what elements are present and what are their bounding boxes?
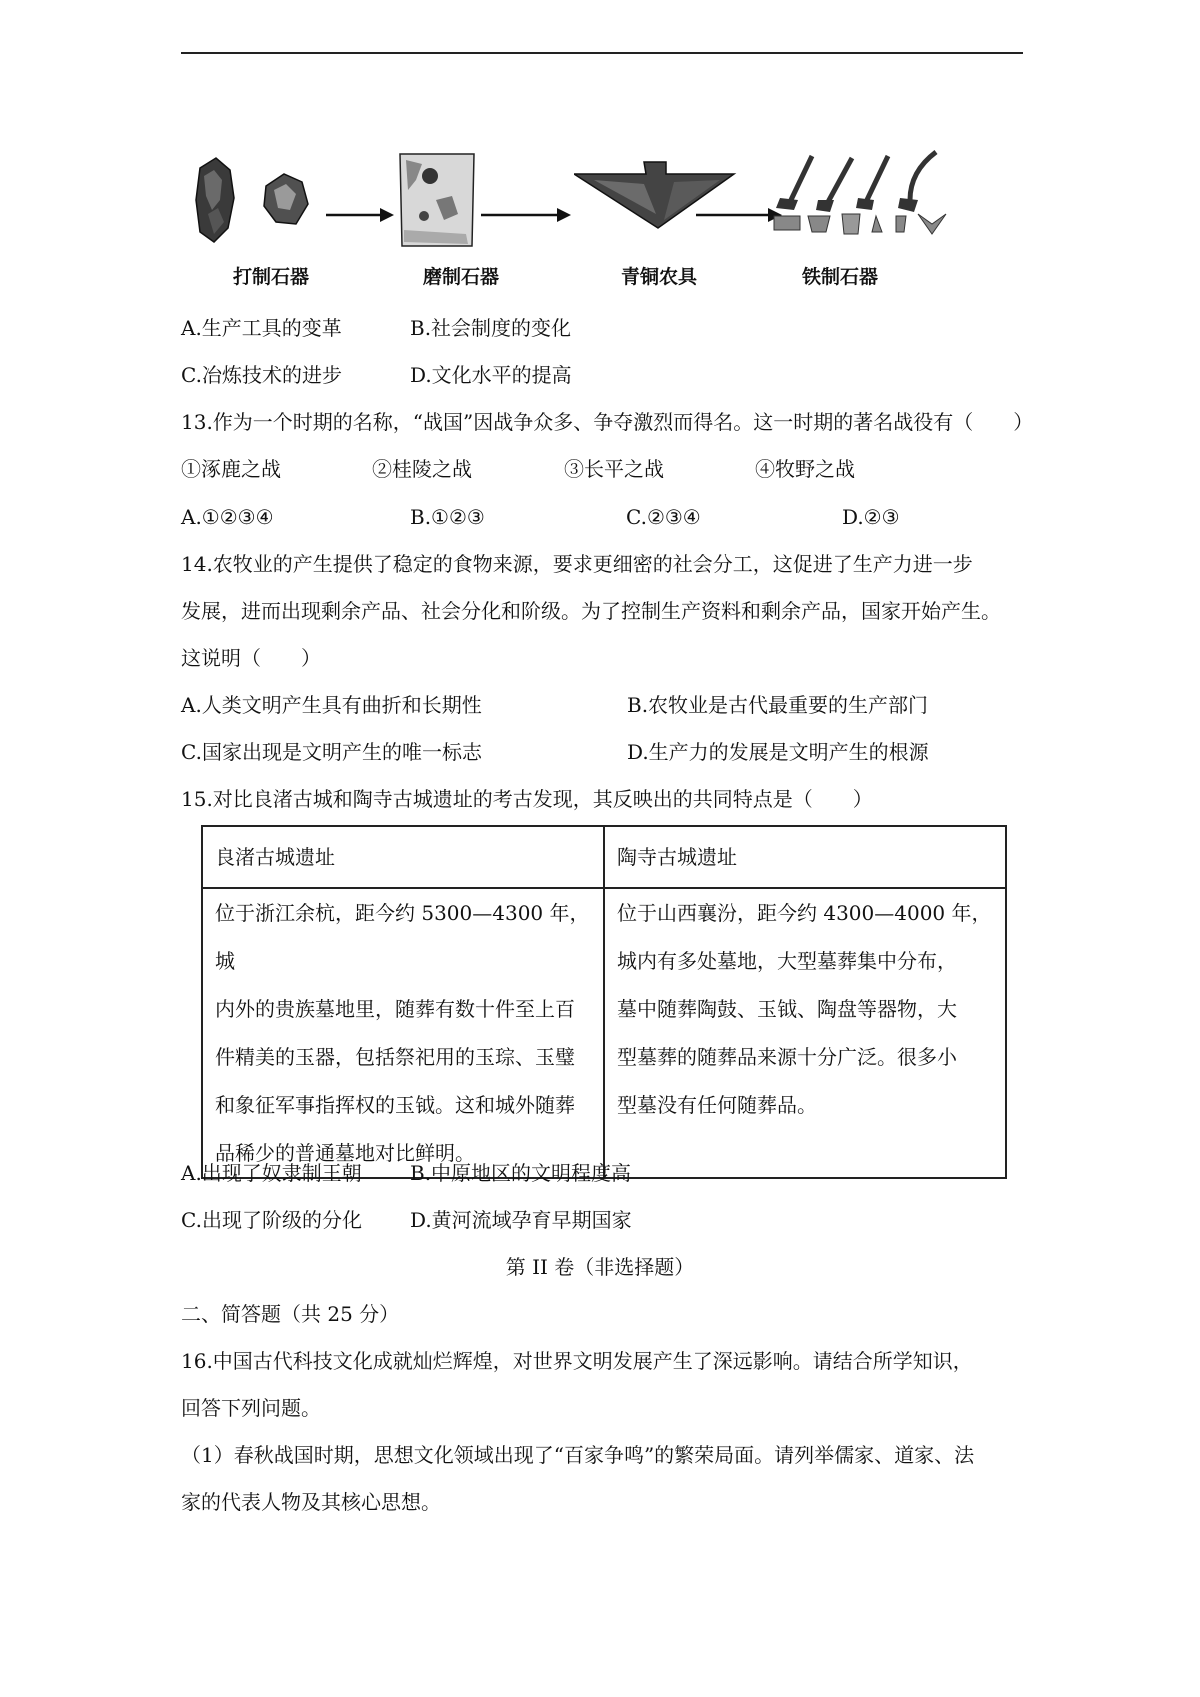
q14-option-d: D.生产力的发展是文明产生的根源 bbox=[627, 740, 929, 764]
stage-label-iron: 铁制石器 bbox=[801, 266, 878, 288]
q14-stem-line3: 这说明（ ） bbox=[181, 646, 321, 670]
table-cell-liangzhu bbox=[202, 888, 604, 1178]
liangzhu-line: 内外的贵族墓地里，随葬有数十件至上百 bbox=[215, 997, 575, 1021]
q12-option-a: A.生产工具的变革 bbox=[181, 316, 342, 340]
q16-sub1-line1: （1）春秋战国时期，思想文化领域出现了“百家争鸣”的繁荣局面。请列举儒家、道家、法 bbox=[181, 1443, 975, 1467]
q13-option-b: B.①②③ bbox=[410, 505, 485, 529]
q14-stem-line2: 发展，进而出现剩余产品、社会分化和阶级。为了控制生产资料和剩余产品，国家开始产生。 bbox=[181, 599, 1001, 623]
taosi-line: 型墓葬的随葬品来源十分广泛。很多小 bbox=[617, 1045, 957, 1069]
liangzhu-line: 品稀少的普通墓地对比鲜明。 bbox=[215, 1141, 475, 1165]
stage-label-bronze: 青铜农具 bbox=[620, 266, 697, 288]
q12-option-d: D.文化水平的提高 bbox=[410, 363, 572, 387]
q15-option-c: C.出现了阶级的分化 bbox=[181, 1208, 362, 1232]
q13-item-2: ②桂陵之战 bbox=[372, 457, 472, 481]
iron-tools-icon bbox=[760, 150, 970, 260]
q13-option-d: D.②③ bbox=[842, 505, 900, 529]
q14-option-a: A.人类文明产生具有曲折和长期性 bbox=[181, 693, 482, 717]
taosi-line: 型墓没有任何随葬品。 bbox=[617, 1093, 817, 1117]
liangzhu-line: 和象征军事指挥权的玉钺。这和城外随葬 bbox=[215, 1093, 575, 1117]
taosi-line: 城内有多处墓地，大型墓葬集中分布， bbox=[617, 949, 957, 973]
q15-stem: 15.对比良渚古城和陶寺古城遗址的考古发现，其反映出的共同特点是（ ） bbox=[181, 787, 873, 811]
q16-stem-line1: 16.中国古代科技文化成就灿烂辉煌，对世界文明发展产生了深远影响。请结合所学知识， bbox=[181, 1349, 973, 1373]
stage-label-chipped: 打制石器 bbox=[232, 266, 309, 288]
q15-option-b: B.中原地区的文明程度高 bbox=[410, 1161, 632, 1185]
section-heading: 二、简答题（共 25 分） bbox=[181, 1302, 400, 1326]
stage-label-polished: 磨制石器 bbox=[422, 266, 499, 288]
q15-comparison-table bbox=[201, 825, 1007, 1179]
liangzhu-line: 件精美的玉器，包括祭祀用的玉琮、玉璧 bbox=[215, 1045, 575, 1069]
q15-option-d: D.黄河流域孕育早期国家 bbox=[410, 1208, 632, 1232]
q13-option-c: C.②③④ bbox=[626, 505, 701, 529]
q14-option-c: C.国家出现是文明产生的唯一标志 bbox=[181, 740, 482, 764]
tool-evolution-figure bbox=[196, 150, 1026, 300]
q16-sub1-line2: 家的代表人物及其核心思想。 bbox=[181, 1490, 441, 1514]
liangzhu-line: 位于浙江余杭，距今约 5300—4300 年，城 bbox=[215, 901, 590, 973]
stage-iron-tools bbox=[760, 150, 970, 290]
table-header-liangzhu: 良渚古城遗址 bbox=[202, 826, 604, 888]
q13-item-3: ③长平之战 bbox=[564, 457, 664, 481]
arrow-icon bbox=[481, 205, 571, 225]
q14-stem-line1: 14.农牧业的产生提供了稳定的食物来源，要求更细密的社会分工，这促进了生产力进一步 bbox=[181, 552, 973, 576]
q13-stem: 13.作为一个时期的名称，“战国”因战争众多、争夺激烈而得名。这一时期的著名战役有（ ） bbox=[181, 410, 1034, 434]
q12-option-c: C.冶炼技术的进步 bbox=[181, 363, 342, 387]
part2-title: 第 II 卷（非选择题） bbox=[505, 1255, 695, 1279]
q15-option-a: A.出现了奴隶制王朝 bbox=[181, 1161, 362, 1185]
table-cell-taosi bbox=[604, 888, 1006, 1178]
table-header-taosi: 陶寺古城遗址 bbox=[604, 826, 1006, 888]
q16-stem-line2: 回答下列问题。 bbox=[181, 1396, 321, 1420]
q13-item-1: ①涿鹿之战 bbox=[181, 457, 281, 481]
q12-option-b: B.社会制度的变化 bbox=[410, 316, 572, 340]
taosi-line: 位于山西襄汾，距今约 4300—4000 年， bbox=[617, 901, 992, 925]
header-rule bbox=[181, 52, 1023, 54]
taosi-line: 墓中随葬陶鼓、玉钺、陶盘等器物，大 bbox=[617, 997, 957, 1021]
q13-option-a: A.①②③④ bbox=[181, 505, 274, 529]
q13-item-4: ④牧野之战 bbox=[755, 457, 855, 481]
q14-option-b: B.农牧业是古代最重要的生产部门 bbox=[627, 693, 929, 717]
